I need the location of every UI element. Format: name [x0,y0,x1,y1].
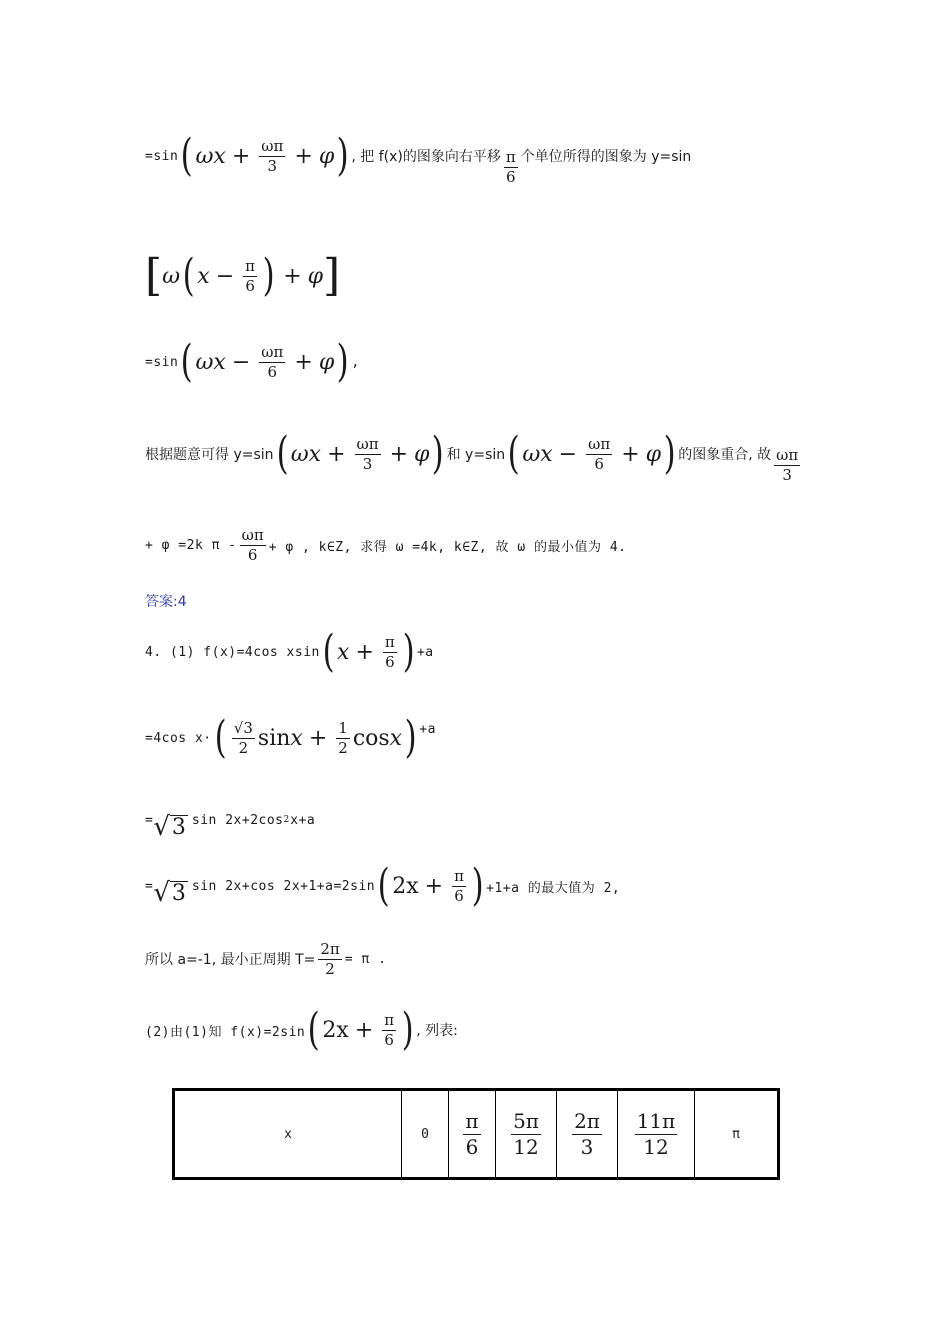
text: =4cos x· [145,730,212,746]
minus-sign: − [215,263,235,289]
text: sin 2x+2cos [191,812,284,828]
math-term: ω [162,263,181,289]
open-paren: ( [507,428,520,480]
math-term: φ [645,441,662,467]
problem-4-part-2 [145,1004,458,1055]
fraction: $\frac{\omega\pi}{3}$ [261,137,284,175]
text: 和 y=sin [446,447,506,464]
fraction: $\frac{√3}{2}$ [233,718,253,757]
derivation-line-5 [145,526,627,565]
plus-sign: + [283,263,302,289]
text: 根据题意可得 y=sin [145,447,274,464]
problem-4-line-2 [145,712,436,763]
math-term: ωx [522,441,553,467]
plus-sign: + [294,349,313,375]
math-term: 2x [392,873,419,899]
close-paren: ) [401,1004,414,1055]
fraction: $\frac{\pi}{6}$ [505,148,516,186]
close-paren: ) [336,130,349,182]
plus-sign: + [308,725,328,751]
values-table [172,1088,780,1180]
text: +a [419,722,436,737]
text: (2)由(1)知 f(x)=2sin [145,1024,306,1040]
close-paren: ) [663,428,676,480]
open-paren: ( [214,712,227,763]
answer-text: 答案:4 [145,594,187,610]
text: , 列表: [416,1023,458,1039]
text: + φ , k∈Z, 求得 ω =4k, k∈Z, 故 ω 的最小值为 4. [268,539,627,555]
fraction: $\frac{\pi}{6}$ [454,866,464,905]
superscript: 2 [283,815,290,825]
math-term: x [389,725,403,751]
table-cell: $\frac{11\pi}{12}$ [618,1090,695,1179]
close-paren: ) [402,626,415,677]
plus-sign: + [354,1017,374,1043]
cos-function: cos [352,725,390,751]
square-root: √ 3 [153,812,186,842]
math-term: φ [307,263,324,289]
fraction: $\frac{\pi}{6}$ [384,1010,395,1049]
minus-sign: − [231,349,251,375]
derivation-line-1 [145,126,691,187]
fraction: $\frac{\omega\pi}{3}$ [776,446,799,484]
derivation-line-2 [145,250,341,301]
table-cell: 0 [402,1090,449,1179]
comma: , [351,354,360,370]
close-paren: ) [471,860,484,911]
plus-sign: + [355,639,374,665]
text: +a [416,644,434,660]
math-term: φ [318,349,335,375]
plus-sign: + [327,441,346,467]
answer-line [145,591,187,611]
sin-prefix: =sin [145,148,179,164]
square-root: √ 3 [153,878,186,908]
close-bracket: ] [323,250,341,301]
open-paren: ( [182,250,195,301]
math-term: φ [318,143,335,169]
text: + φ =2k π - [145,537,237,553]
math-term: x [337,639,350,665]
derivation-line-3 [145,336,360,387]
table-cell: $\frac{2\pi}{3}$ [557,1090,618,1179]
fraction: $\frac{\omega\pi}{3}$ [356,435,379,473]
table-header-cell: x [174,1090,402,1179]
open-paren: ( [322,626,335,677]
table-cell: $\frac{5\pi}{12}$ [496,1090,557,1179]
open-paren: ( [307,1004,320,1055]
sin-prefix: =sin [145,354,179,370]
plus-sign: + [389,441,409,467]
close-paren: ) [432,428,445,480]
table-cell: $\frac{\pi}{6}$ [449,1090,496,1179]
math-term: ωx [290,441,322,467]
fraction: $\frac{\omega\pi}{6}$ [261,342,284,381]
fraction: $\frac{\omega\pi}{6}$ [241,526,264,564]
math-term: x [290,725,303,751]
math-term: ωx [195,349,226,375]
table-row [174,1090,779,1179]
sin-function: sin [257,725,291,751]
fraction: $\frac{2\pi}{2}$ [320,940,340,978]
math-term: ωx [195,143,226,169]
text: , 把 f(x)的图象向右平移 [351,149,501,166]
minus-sign: − [558,441,578,467]
text: = [145,878,154,894]
text: = π . [344,951,387,967]
fraction: $\frac{1}{2}$ [338,718,348,757]
math-term: 2x [322,1017,349,1043]
problem-4-line-3 [145,800,315,840]
open-paren: ( [377,860,390,911]
problem-4-line-5 [145,940,386,979]
text: 所以 a=-1, 最小正周期 T= [145,952,316,969]
open-paren: ( [180,336,193,387]
text: sin 2x+cos 2x+1+a=2sin [191,878,376,894]
math-term: x [197,263,210,289]
open-paren: ( [276,428,289,480]
text: = [145,812,154,828]
table-cell: π [695,1090,779,1179]
fraction: $\frac{\pi}{6}$ [245,256,256,295]
close-paren: ) [262,250,275,301]
text: 的图象重合, 故 [678,447,772,464]
open-bracket: [ [145,250,163,301]
fraction: $\frac{\omega\pi}{6}$ [588,435,611,473]
plus-sign: + [231,143,251,169]
math-term: φ [414,441,430,467]
text: +1+a 的最大值为 2, [486,880,621,896]
problem-4-line-4 [145,860,621,911]
text: x+a [290,812,316,828]
open-paren: ( [180,130,193,182]
plus-sign: + [294,143,313,169]
problem-4-line-1 [145,626,434,677]
close-paren: ) [404,712,417,763]
text: 4. (1) f(x)=4cos xsin [145,644,320,660]
derivation-line-4 [145,424,803,485]
text: 个单位所得的图象为 y=sin [520,149,692,166]
plus-sign: + [621,441,640,467]
fraction: $\frac{\pi}{6}$ [384,632,395,671]
close-paren: ) [336,336,349,387]
plus-sign: + [424,873,444,899]
